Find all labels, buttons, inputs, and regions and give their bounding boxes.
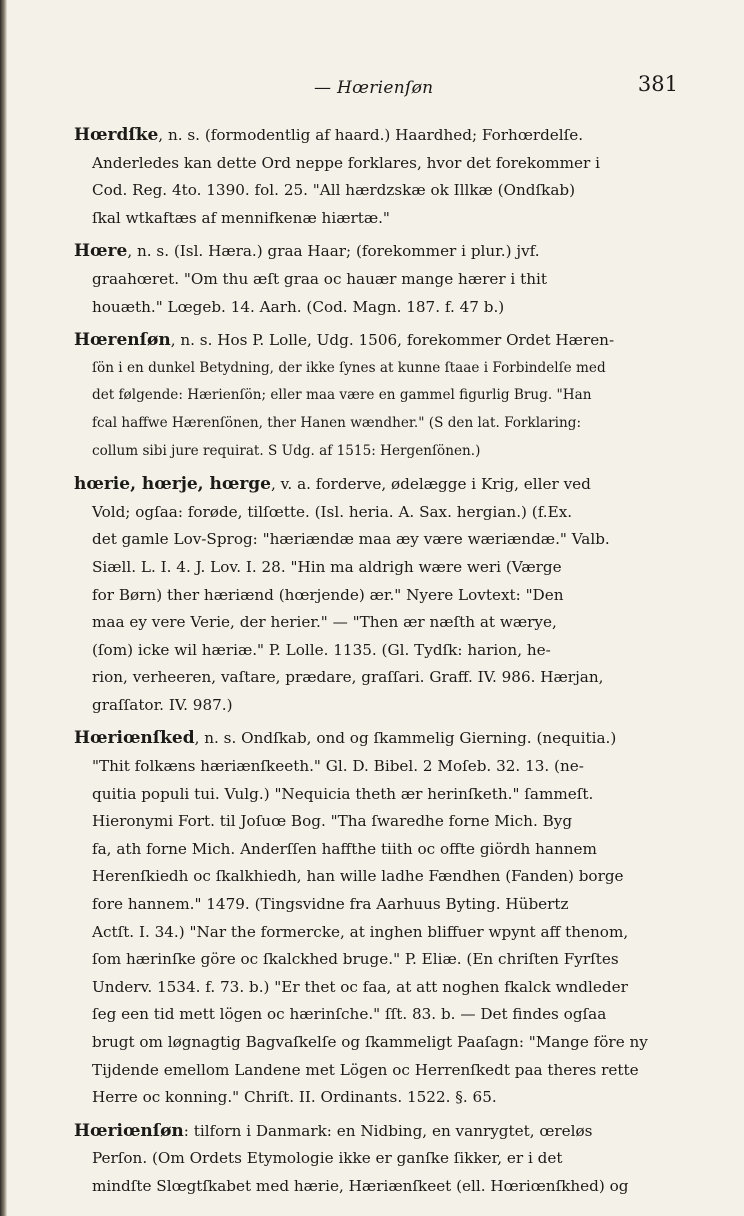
entry-line [74, 554, 674, 582]
entry-line [74, 1001, 674, 1029]
running-head: — Hœrienſøn [314, 78, 434, 98]
entry-text: for Børn) ther hæriænd (hœrjende) ær." Nyere Lovtext: "Den [92, 585, 564, 604]
entry-line [74, 438, 674, 466]
entry-text: Actſt. I. 34.) "Nar the formercke, at inghen bliffuer wpynt aff thenom, [92, 922, 629, 941]
entry-text: ſön i en dunkel Betydning, der ikke ſynes at kunne ſtaae i Forbindelſe med [92, 359, 606, 376]
entry-line [74, 891, 674, 919]
entry-text: det gamle Lov-Sprog: "hæriændæ maa æy være wæriændæ." Valb. [92, 530, 610, 549]
entry-line [74, 725, 674, 753]
entry-line [74, 382, 674, 410]
entry-line [74, 974, 674, 1002]
entry-line [74, 177, 674, 205]
entry-line [74, 609, 674, 637]
dictionary-entry [74, 725, 674, 1111]
dictionary-entry [74, 471, 674, 719]
entry-headword: Hœriœnſøn [74, 1120, 184, 1141]
entry-text: Cod. Reg. 4to. 1390. fol. 25. "All hærdzskæ ok Illkæ (Ondſkab) [92, 181, 576, 200]
entry-text: Hieronymi Fort. til Joſuœ Bog. "Tha ſwaredhe forne Mich. Byg [92, 812, 573, 831]
entry-text: , n. s. Hos P. Lolle, Udg. 1506, forekommer Ordet Hæren- [170, 331, 615, 350]
entry-line [74, 526, 674, 554]
entry-text: , n. s. (formodentlig af haard.) Haardhed; Forhœrdelſe. [158, 126, 584, 144]
entry-headword: Hœriœnſked [74, 728, 195, 749]
entry-text: (ſom) icke wil hæriæ." P. Lolle. 1135. (Gl. Tydſk: harion, he- [92, 640, 551, 659]
page-number: 381 [637, 72, 678, 96]
entry-line [74, 863, 674, 891]
entry-text: maa ey vere Verie, der herier." — "Then ær næſth at wærye, [92, 613, 557, 632]
entry-text: ſkal wtkaftæs af mennifkenæ hiærtæ." [92, 208, 390, 227]
dictionary-entry [74, 122, 674, 232]
entry-text: rion, verheeren, vaſtare, prædare, graſſari. Graff. IV. 986. Hærjan, [92, 668, 604, 687]
entry-text: ſeg een tid mett lögen oc hærinſche." ſſt. 83. b. — Det findes ogſaa [92, 1005, 607, 1024]
entry-text: houæth." Lœgeb. 14. Aarh. (Cod. Magn. 187. f. 47 b.) [92, 297, 505, 316]
entry-line [74, 637, 674, 665]
entry-text: det følgende: Hærienſön; eller maa være en gammel figurlig Brug. "Han [92, 387, 592, 404]
entry-line [74, 122, 674, 150]
dictionary-entry [74, 327, 674, 465]
entry-line [74, 294, 674, 322]
entry-text: "Thit folkæns hæriænſkeeth." Gl. D. Bibel. 2 Moſeb. 32. 13. (ne- [92, 757, 584, 776]
entry-text: brugt om løgnagtig Bagvaſkelſe og ſkammeligt Paaſagn: "Mange före ny [92, 1033, 648, 1051]
entry-line [74, 499, 674, 527]
entry-text: Perſon. (Om Ordets Etymologie ikke er ganſke ſikker, er i det [92, 1149, 563, 1168]
entry-headword: hœrie, hœrje, hœrge [74, 474, 271, 495]
entry-line [74, 808, 674, 836]
entry-line [74, 946, 674, 974]
entry-line [74, 1057, 674, 1085]
dictionary-entry [74, 1118, 674, 1201]
entry-headword: Hœrenſøn [74, 330, 171, 351]
entry-line [74, 781, 674, 809]
entry-line [74, 150, 674, 178]
entry-text: Vold; ogſaa: forøde, tilſœtte. (Isl. heria. A. Sax. hergian.) (f.Ex. [92, 502, 573, 521]
entry-line [74, 1173, 674, 1201]
page-header [74, 70, 678, 104]
entry-headword: Hœre [74, 241, 128, 262]
entry-text: graſſator. IV. 987.) [92, 695, 233, 714]
entry-line [74, 919, 674, 947]
entry-text: , n. s. Ondſkab, ond og ſkammelig Gierning. (nequitia.) [194, 729, 617, 748]
entry-text: fa, ath forne Mich. Anderſſen haffthe tiith oc offte giördh hannem [92, 839, 597, 858]
entry-line [74, 1084, 674, 1112]
entry-line [74, 692, 674, 720]
entry-text: Underv. 1534. f. 73. b.) "Er thet oc faa, at att noghen fkalck wndleder [92, 977, 628, 996]
entry-line [74, 410, 674, 438]
entry-text: Siæll. L. I. 4. J. Lov. I. 28. "Hin ma aldrigh wære weri (Værge [92, 557, 562, 576]
entry-line [74, 1145, 674, 1173]
entry-text: fcal haffwe Hærenſönen, ther Hanen wændher." (S den lat. Forklaring: [92, 414, 582, 431]
entry-text: , n. s. (Isl. Hæra.) graa Haar; (forekommer i plur.) jvf. [127, 242, 540, 261]
entry-line [74, 753, 674, 781]
entry-text: Herre oc konning." Chriſt. II. Ordinants. 1522. §. 65. [92, 1088, 497, 1107]
entry-line [74, 355, 674, 383]
entry-line [74, 205, 674, 233]
entry-line [74, 471, 674, 499]
dictionary-entry [74, 238, 674, 321]
entry-text: mindſte Slœgtſkabet med hærie, Hæriænſkeet (ell. Hœriœnſkhed) og [92, 1176, 629, 1195]
entry-line [74, 664, 674, 692]
entry-text: Tijdende emellom Landene met Lögen oc Herrenſkedt paa theres rette [92, 1060, 639, 1079]
dictionary-page [74, 70, 678, 1207]
entry-text: graahœret. "Om thu æſt graa oc hauær mange hærer i thit [92, 269, 547, 288]
entry-text: Herenſkiedh oc ſkalkhiedh, han wille ladhe Fændhen (Fanden) borge [92, 867, 624, 886]
entry-list [74, 122, 674, 1201]
entry-text: fore hannem." 1479. (Tingsvidne fra Aarhuus Byting. Hübertz [92, 895, 569, 914]
entry-text: , v. a. forderve, ødelægge i Krig, eller ved [271, 475, 591, 494]
entry-line [74, 327, 674, 355]
entry-text: collum sibi jure requirat. S Udg. af 1515: Hergenſönen.) [92, 442, 481, 459]
entry-line [74, 1029, 674, 1057]
entry-line [74, 582, 674, 610]
entry-text: : tilforn i Danmark: en Nidbing, en vanrygtet, œreløs [183, 1121, 593, 1140]
entry-text: Anderledes kan dette Ord neppe forklares, hvor det forekommer i [92, 153, 600, 172]
entry-text: quitia populi tui. Vulg.) "Nequicia theth ær herinſketh." ſammeſt. [92, 784, 594, 803]
entry-line [74, 266, 674, 294]
entry-line [74, 238, 674, 266]
entry-line [74, 1118, 674, 1146]
entry-text: ſom hærinſke göre oc ſkalckhed bruge." P. Eliæ. (En chriſten Fyrſtes [92, 950, 619, 969]
book-spine-edge [0, 0, 7, 1216]
entry-headword: Hœrdſke [74, 125, 159, 145]
entry-line [74, 836, 674, 864]
